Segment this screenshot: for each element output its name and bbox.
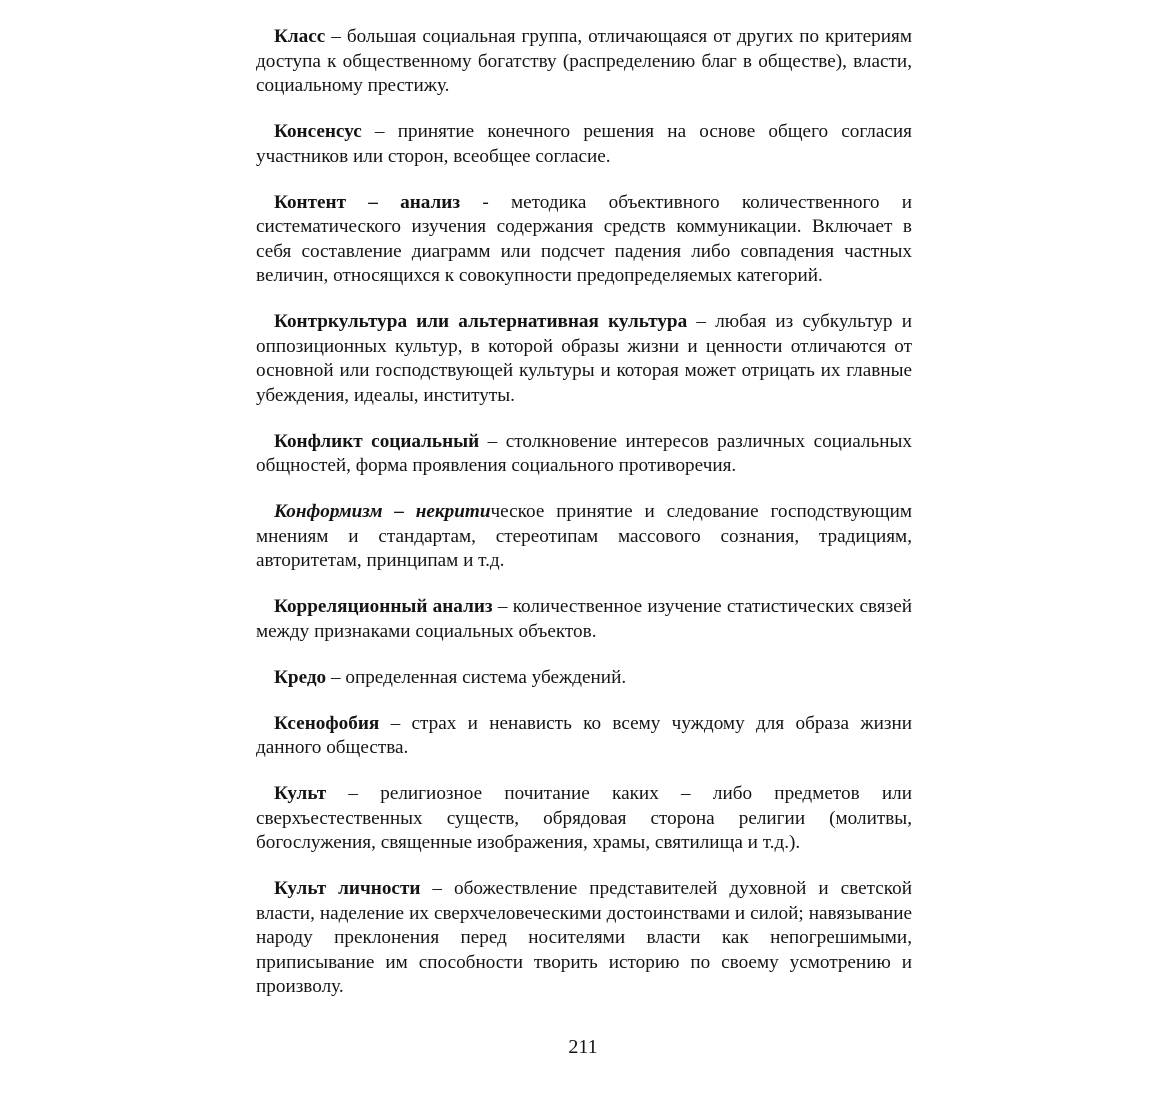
term-kult-lichnosti: Культ личности (274, 878, 421, 899)
term-kredo: Кредо (274, 666, 327, 688)
definition-kult-lichnosti: – обожествление представителей духовной и светской власти, наделение их сверхчеловеческими достоинствами и силой; навязывание народу преклонения перед носителями власти как непогрешимыми, приписывание им способности творить историю по своему усмотрению и произволу. (256, 878, 912, 997)
term-ksenofobiya: Ксенофобия (274, 712, 380, 734)
glossary-entry-korrelyacionny-analiz (256, 595, 912, 644)
definition-kontrkultura: – любая из субкультур и оппозиционных культур, в которой образы жизни и ценности отличаются от основной или господствующей культуры и которая может отрицать их главные убеждения, идеалы, институты. (256, 311, 912, 406)
glossary-entry-kontent-analiz (256, 191, 912, 289)
glossary-entry-kult (256, 782, 912, 856)
term-korrelyacionny-analiz: Корреляционный анализ (274, 596, 493, 617)
term-kontent-analiz: Контент – анализ (274, 191, 461, 213)
glossary-entry-konformizm (256, 500, 912, 574)
page-number: 211 (568, 1036, 598, 1058)
glossary-entry-kontrkultura (256, 310, 912, 408)
glossary-entry-kult-lichnosti (256, 877, 912, 1000)
definition-ksenofobiya: – страх и ненависть ко всему чуждому для образа жизни данного общества. (256, 712, 912, 758)
definition-konflikt-socialny: – столкновение интересов различных социальных общностей, форма проявления социального противоречия. (256, 430, 912, 476)
definition-kult: – религиозное почитание каких – либо предметов или сверхъестественных существ, обрядовая сторона религии (молитвы, богослужения, священные изображения, храмы, святилища и т.д.). (256, 783, 912, 853)
term-konformizm: Конформизм – некрити (274, 501, 491, 522)
term-kontrkultura: Контркультура или альтернативная культура (274, 311, 688, 332)
definition-kredo: – определенная система убеждений. (326, 666, 627, 688)
definition-klass: – большая социальная группа, отличающаяся от других по критериям доступа к общественному богатству (распределению благ в обществе), власти, социальному престижу. (256, 26, 912, 96)
glossary-entry-klass (256, 25, 912, 99)
glossary-entry-konflikt-socialny (256, 430, 912, 479)
glossary-entry-ksenofobiya (256, 712, 912, 761)
term-kult: Культ (274, 783, 327, 804)
definition-konformizm: ческое принятие и следование господствующим мнениям и стандартам, стереотипам массового сознания, традициям, авторитетам, принципам и т.д. (256, 501, 912, 571)
glossary-entry-kredo (256, 666, 912, 691)
glossary-entry-konsensus (256, 120, 912, 169)
definition-korrelyacionny-analiz: – количественное изучение статистических связей между признаками социальных объектов. (256, 596, 912, 642)
term-konflikt-socialny: Конфликт социальный (274, 430, 480, 452)
definition-kontent-analiz: - методика объективного количественного и систематического изучения содержания средств коммуникации. Включает в себя составление диаграмм или подсчет падения либо совпадения частных величин, относящихся к совокупности предопределяемых категорий. (256, 191, 912, 286)
definition-konsensus: – принятие конечного решения на основе общего согласия участников или сторон, всеобщее согласие. (256, 121, 912, 167)
term-konsensus: Консенсус (274, 121, 362, 142)
term-klass: Класс (274, 26, 326, 47)
glossary-page (256, 25, 912, 1000)
